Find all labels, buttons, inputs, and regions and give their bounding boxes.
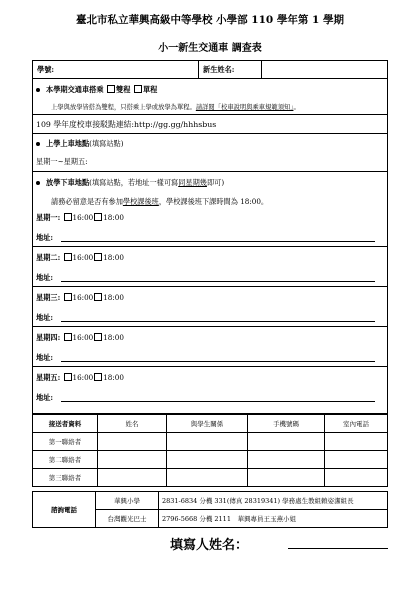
time-1800-checkbox[interactable] — [94, 293, 102, 301]
cell[interactable] — [248, 451, 325, 469]
address-label: 地址: — [36, 233, 54, 242]
divider — [33, 246, 387, 247]
table-header: 手機號碼 — [248, 415, 325, 433]
divider — [33, 286, 387, 287]
time-1800-checkbox[interactable] — [94, 213, 102, 221]
day-label: 星期三: — [36, 293, 61, 302]
table-header-row — [33, 415, 388, 433]
divider — [33, 114, 387, 115]
signature-label: 填寫人姓名： — [170, 538, 249, 553]
inquiry-info: 2831-6834 分機 331(傳真 28319341) 學務處生教組賴姿潔組長 — [159, 492, 388, 510]
day-label: 星期五: — [36, 373, 61, 382]
time-a-label: 16:00 — [72, 293, 94, 302]
dropoff-day-row — [36, 293, 387, 303]
cell[interactable] — [167, 433, 248, 451]
time-1800-checkbox[interactable] — [94, 253, 102, 261]
bullet-icon — [36, 142, 40, 146]
address-label: 地址: — [36, 353, 54, 362]
cell[interactable] — [98, 451, 167, 469]
divider — [33, 171, 387, 172]
table-header: 室內電話 — [325, 415, 388, 433]
pickup-section: 上學上車地點(填寫站點) — [33, 139, 387, 149]
time-1600-checkbox[interactable] — [64, 293, 72, 301]
divider — [33, 133, 387, 134]
divider — [198, 61, 199, 78]
pickup-days: 星期一~星期五: — [36, 157, 88, 166]
inquiry-org: 華興小學 — [96, 492, 159, 510]
address-field[interactable] — [61, 273, 375, 282]
signature-field[interactable] — [288, 548, 388, 549]
bullet-icon — [36, 88, 40, 92]
cell[interactable] — [167, 451, 248, 469]
route-section: 本學期交通車搭乘 雙程 單程 — [33, 85, 387, 95]
survey-form — [32, 60, 388, 414]
student-id-label: 學號: — [37, 65, 55, 74]
round-trip-checkbox[interactable] — [107, 85, 115, 93]
row-label: 第三聯絡者 — [33, 469, 98, 487]
rules-link[interactable]: 請詳閱「校車說明與乘車規範須知」 — [195, 104, 294, 111]
divider — [33, 78, 387, 79]
contacts-table — [32, 414, 388, 487]
cell[interactable] — [98, 469, 167, 487]
inquiry-table — [32, 491, 388, 528]
inquiry-org: 台灣觀光巴士 — [96, 510, 159, 528]
table-header: 接送者資料 — [33, 415, 98, 433]
row-label: 第一聯絡者 — [33, 433, 98, 451]
cell[interactable] — [248, 469, 325, 487]
bus-url[interactable]: 109 學年度校車接駁點連結:http://gg.gg/hhhsbus — [36, 120, 217, 129]
time-b-label: 18:00 — [103, 333, 124, 342]
dropoff-day-row — [36, 333, 387, 343]
single-trip-checkbox[interactable] — [134, 85, 142, 93]
table-row — [33, 451, 388, 469]
student-name-label: 新生姓名: — [203, 65, 235, 74]
cell[interactable] — [98, 433, 167, 451]
address-field[interactable] — [61, 313, 375, 322]
time-a-label: 16:00 — [72, 373, 94, 382]
time-1800-checkbox[interactable] — [94, 333, 102, 341]
time-a-label: 16:00 — [72, 213, 94, 222]
time-1600-checkbox[interactable] — [64, 333, 72, 341]
time-b-label: 18:00 — [103, 213, 124, 222]
address-label: 地址: — [36, 273, 54, 282]
time-b-label: 18:00 — [103, 373, 124, 382]
dropoff-day-row — [36, 213, 387, 223]
day-label: 星期一: — [36, 213, 61, 222]
table-header: 姓名 — [98, 415, 167, 433]
table-header: 與學生關係 — [167, 415, 248, 433]
time-a-label: 16:00 — [72, 253, 94, 262]
table-row — [33, 492, 388, 510]
cell[interactable] — [325, 451, 388, 469]
address-label: 地址: — [36, 313, 54, 322]
cell[interactable] — [325, 469, 388, 487]
divider — [33, 326, 387, 327]
table-row — [33, 469, 388, 487]
divider — [33, 366, 387, 367]
divider — [261, 61, 262, 78]
page-subtitle: 小一新生交通車 調查表 — [158, 43, 262, 54]
after-class-note: 請務必留意是否有參加學校課後班，學校課後班下課時間為 18:00。 — [51, 197, 269, 206]
table-row — [33, 433, 388, 451]
row-label: 第二聯絡者 — [33, 451, 98, 469]
cell[interactable] — [248, 433, 325, 451]
cell[interactable] — [325, 433, 388, 451]
time-1600-checkbox[interactable] — [64, 213, 72, 221]
route-note: 上學與放學皆搭為雙程，只搭乘上學或放學為單程。請詳閱「校車說明與乘車規範須知」。 — [51, 104, 300, 111]
address-field[interactable] — [61, 233, 375, 242]
day-label: 星期二: — [36, 253, 61, 262]
inquiry-label: 諮詢電話 — [33, 492, 96, 528]
inquiry-info: 2796-5668 分機 2111 華興專員王玉燕小姐 — [159, 510, 388, 528]
dropoff-day-row — [36, 373, 387, 383]
time-a-label: 16:00 — [72, 333, 94, 342]
cell[interactable] — [167, 469, 248, 487]
day-label: 星期四: — [36, 333, 61, 342]
bullet-icon — [36, 181, 40, 185]
page-title: 臺北市私立華興高級中等學校 小學部 110 學年第 1 學期 — [75, 14, 344, 26]
dropoff-section: 放學下車地點(填寫站點，若地址一樣可寫同星期幾即可) — [33, 178, 387, 188]
time-b-label: 18:00 — [103, 253, 124, 262]
address-field[interactable] — [61, 393, 375, 402]
address-label: 地址: — [36, 393, 54, 402]
time-1800-checkbox[interactable] — [94, 373, 102, 381]
address-field[interactable] — [61, 353, 375, 362]
time-1600-checkbox[interactable] — [64, 373, 72, 381]
dropoff-day-row — [36, 253, 387, 263]
time-b-label: 18:00 — [103, 293, 124, 302]
time-1600-checkbox[interactable] — [64, 253, 72, 261]
